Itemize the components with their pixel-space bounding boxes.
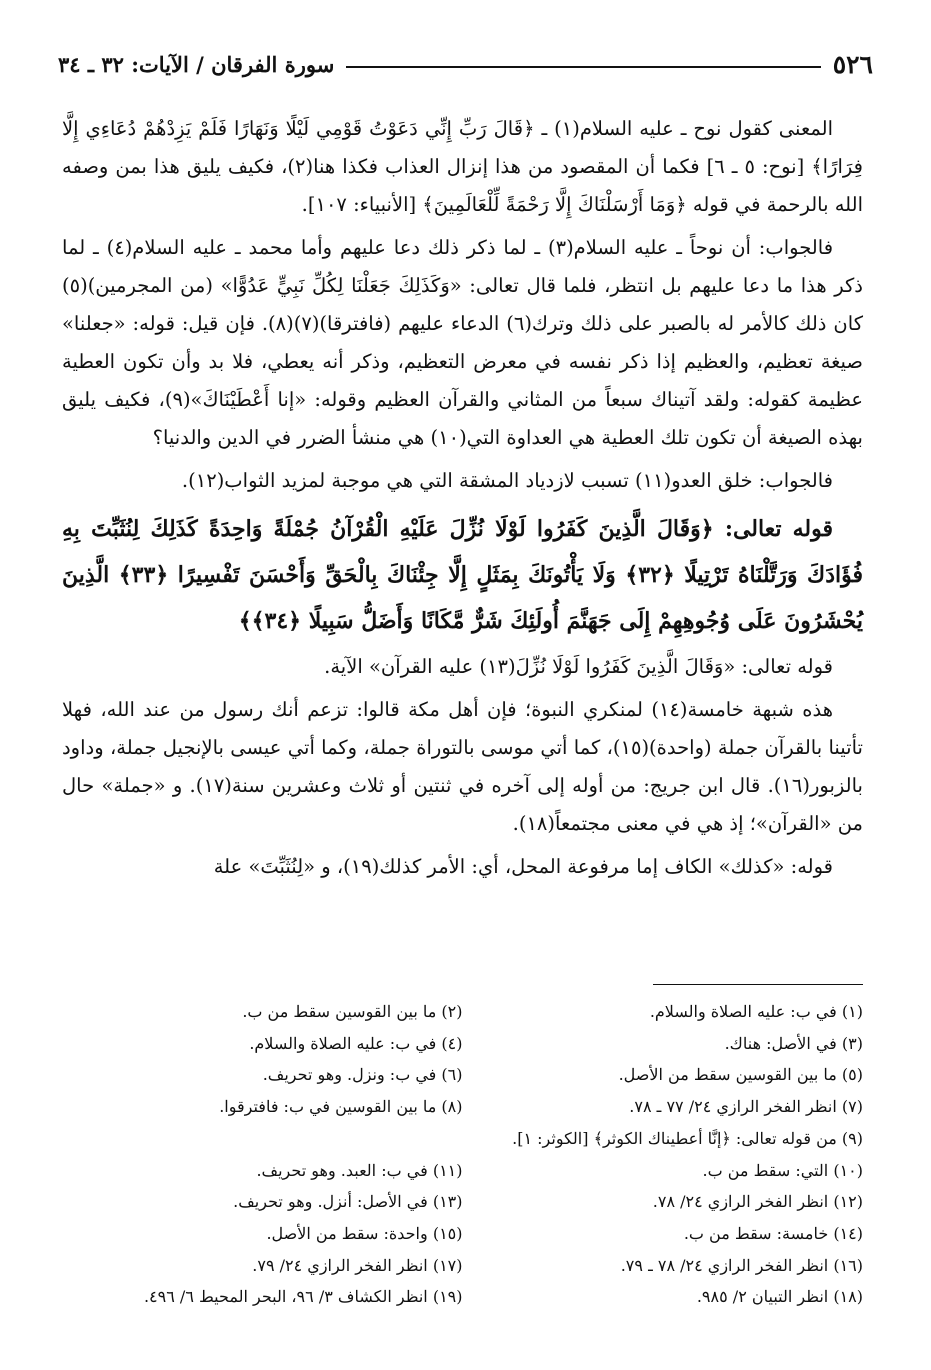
footnote-row (62, 1155, 863, 1187)
footnote-row (62, 1281, 863, 1313)
footnote: (١٢) انظر الفخر الرازي ٢٤/ ٧٨. (652, 1192, 863, 1212)
footnote: (٨) ما بين القوسين في ب: فافترقوا. (219, 1097, 463, 1117)
paragraph: قوله: «كذلك» الكاف إما مرفوعة المحل، أي: الأمر كذلك(١٩)، و «لِنُثَبِّتَ» علة (213, 855, 833, 878)
paragraph: هذه شبهة خامسة(١٤) لمنكري النبوة؛ فإن أهل مكة قالوا: تزعم أنك رسول من عند الله، فهلا تأتينا بالقرآن جملة (واحدة)(١٥)، كما أتي موسى بالتوراة جملة، وكما أتي عيسى بالإنجيل جملة، وداود بالزبور(١٦). قال ابن جريج: من أوله إلى آخره في ثنتين أو ثلاث وعشرين سنة(١٧). و «جملة» حال من «القرآن»؛ إذ هي في معنى مجتمعاً(١٨). (62, 698, 863, 835)
paragraph: فالجواب: أن نوحاً ـ عليه السلام(٣) ـ لما ذكر ذلك دعا عليهم وأما محمد ـ عليه السلام(٤) ـ لما ذكر هذا ما دعا عليهم بل انتظر، فلما قال تعالى: «وَكَذَلِكَ جَعَلْنَا لِكُلِّ نَبِيٍّ عَدُوًّا» (من المجرمين)(٥) كان ذلك كالأمر له بالصبر على ذلك وترك(٦) الدعاء عليهم (فافترقا)(٧)(٨). فإن قيل: قوله: «جعلنا» صيغة تعظيم، والعظيم إذا ذكر نفسه في معرض التعظيم، وذكر أنه يعطي، فلا بد وأن تكون العطية عظيمة كقوله: ولقد آتيناك سبعاً من المثاني والقرآن العظيم وقوله: «إنا أَعْطَيْنَاكَ»(٩)، فكيف يليق بهذه الصيغة أن تكون تلك العطية هي العداوة التي(١٠) هي منشأ الضرر في الدين والدنيا؟ (62, 236, 863, 449)
footnotes (62, 996, 863, 1313)
main-text (62, 110, 863, 891)
footnote: (١١) في ب: العبد. وهو تحريف. (256, 1160, 463, 1180)
footnote: (٧) انظر الفخر الرازي ٢٤/ ٧٧ ـ ٧٨. (629, 1097, 863, 1117)
surah-title: سورة الفرقان / الآيات: ٣٢ ـ ٣٤ (58, 51, 335, 77)
footnote: (١٤) خامسة: سقط من ب. (683, 1223, 863, 1243)
footnote: (١٦) انظر الفخر الرازي ٢٤/ ٧٨ ـ ٧٩. (620, 1255, 863, 1275)
footnote-row (62, 1186, 863, 1218)
footnote: (١٥) واحدة: سقط من الأصل. (266, 1223, 463, 1243)
footnote-row (62, 1091, 863, 1123)
footnote: (٣) في الأصل: هناك. (724, 1033, 863, 1053)
footnote: (٩) من قوله تعالى: ﴿إنَّا أعطيناك الكوثر﴾ [الكوثر: ١]. (512, 1128, 863, 1148)
header-rule (346, 66, 820, 68)
paragraph: فالجواب: خلق العدو(١١) تسبب لازدياد المشقة التي هي موجبة لمزيد الثواب(١٢). (181, 469, 833, 492)
footnote: (١٧) انظر الفخر الرازي ٢٤/ ٧٩. (252, 1255, 463, 1275)
footnote-row (62, 1250, 863, 1282)
footnote: (٢) ما بين القوسين سقط من ب. (242, 1002, 463, 1021)
page-number: ٥٢٦ (832, 49, 873, 79)
paragraph: المعنى كقول نوح ـ عليه السلام(١) ـ ﴿قَالَ رَبِّ إِنِّي دَعَوْتُ قَوْمِي لَيْلًا وَنَهَارًا فَلَمْ يَزِدْهُمْ دُعَاءِي إِلَّا فِرَارًا﴾ [نوح: ٥ ـ ٦] فكما أن المقصود من هذا إنزال العذاب فكذا هنا(٢)، فكيف يليق هذا بمن وصفه الله بالرحمة في قوله ﴿وَمَا أَرْسَلْنَاكَ إِلَّا رَحْمَةً لِّلْعَالَمِينَ﴾ [الأنبياء: ١٠٧]. (62, 117, 863, 216)
footnote: (١) في ب: عليه الصلاة والسلام. (649, 1002, 863, 1021)
footnote-row (62, 1059, 863, 1091)
footnote-row (62, 1123, 863, 1155)
footnote: (١٩) انظر الكشاف ٣/ ٩٦، البحر المحيط ٦/ ٤٩٦. (143, 1287, 463, 1307)
footnote-row (62, 1218, 863, 1250)
footnote: (١٠) التي: سقط من ب. (702, 1160, 863, 1180)
page-header (58, 44, 873, 84)
footnote: (٦) في ب: ونزل. وهو تحريف. (262, 1065, 463, 1085)
paragraph: قوله تعالى: «وَقَالَ الَّذِينَ كَفَرُوا لَوْلَا نُزِّلَ(١٣) عليه القرآن» الآية. (324, 655, 833, 678)
quran-verse-block: قوله تعالى: ﴿وَقَالَ الَّذِينَ كَفَرُوا لَوْلَا نُزِّلَ عَلَيْهِ الْقُرْآنُ جُمْلَةً وَاحِدَةً كَذَلِكَ لِنُثَبِّتَ بِهِ فُؤَادَكَ وَرَتَّلْنَاهُ تَرْتِيلًا ﴿٣٢﴾ وَلَا يَأْتُونَكَ بِمَثَلٍ إِلَّا جِئْنَاكَ بِالْحَقِّ وَأَحْسَنَ تَفْسِيرًا ﴿٣٣﴾ الَّذِينَ يُحْشَرُونَ عَلَى وُجُوهِهِمْ إِلَى جَهَنَّمَ أُولَئِكَ شَرٌّ مَّكَانًا وَأَضَلُّ سَبِيلًا ﴿٣٤﴾﴾ (62, 516, 863, 634)
footnote-separator (653, 984, 863, 985)
footnote-row (62, 996, 863, 1028)
footnote: (١٣) في الأصل: أنزل. وهو تحريف. (233, 1192, 463, 1212)
footnote-row (62, 1028, 863, 1060)
footnote: (٤) في ب: عليه الصلاة والسلام. (249, 1033, 463, 1053)
footnote: (١٨) انظر التبيان ٢/ ٩٨٥. (696, 1287, 863, 1307)
footnote: (٥) ما بين القوسين سقط من الأصل. (618, 1065, 863, 1085)
